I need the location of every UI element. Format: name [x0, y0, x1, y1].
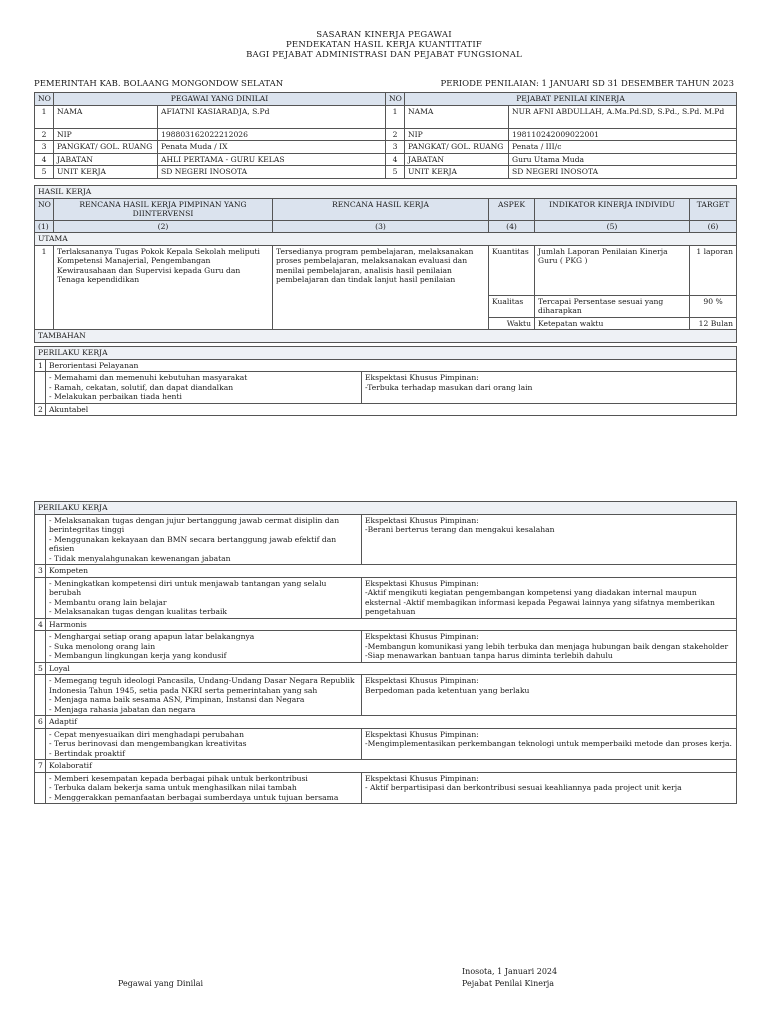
row-no: 1 [386, 105, 405, 128]
indikator-kuantitas: Jumlah Laporan Penilaian Kinerja Guru ( PKG ) [535, 245, 690, 295]
behavior-list [46, 728, 362, 760]
behavior-no: 6 [35, 716, 46, 729]
list-item: - Terus berinovasi dan mengembangkan kreativitas [49, 739, 247, 748]
behavior-list [46, 372, 362, 404]
section-hasil-kerja: HASIL KERJA [35, 186, 737, 199]
section-perilaku-kerja: PERILAKU KERJA [35, 347, 737, 360]
blank-cell [35, 675, 46, 716]
expectation-text: -Berani berterus terang dan mengakui kesalahan [365, 525, 555, 534]
list-item: - Memegang teguh ideologi Pancasila, Undang-Undang Dasar Negara Republik Indonesia Tahun 1945, setia pada NKRI serta pemerintahan yang sah [49, 676, 355, 695]
behavior-detail-row [35, 772, 737, 804]
title-line-2: PENDEKATAN HASIL KERJA KUANTITATIF [286, 40, 482, 50]
behavior-no: 4 [35, 618, 46, 631]
behavior-title-row [35, 403, 737, 416]
col-no: NO [35, 198, 54, 220]
list-item: - Menggunakan kekayaan dan BMN secara bertanggung jawab efektif dan efisien [49, 534, 337, 553]
list-item: - Bertindak proaktif [49, 748, 125, 758]
blank-cell [35, 372, 46, 404]
behavior-no: 3 [35, 565, 46, 578]
title-line-3: BAGI PEJABAT ADMINISTRASI DAN PEJABAT FUNGSIONAL [246, 50, 522, 60]
behavior-title: Loyal [46, 662, 737, 675]
row-no: 2 [386, 128, 405, 141]
behavior-no: 7 [35, 760, 46, 773]
indikator-kualitas: Tercapai Persentase sesuai yang diharapkan [535, 295, 690, 317]
section-row [35, 502, 737, 515]
section-row [35, 233, 737, 246]
list-item: - Menjaga rahasia jabatan dan negara [49, 704, 196, 714]
pegawai-nama: AFIATNI KASIARADJA, S.Pd [158, 105, 386, 128]
expectation-text: -Terbuka terhadap masukan dari orang lain [365, 382, 533, 392]
list-item: - Menjaga nama baik sesama ASN, Pimpinan, Instansi dan Negara [49, 695, 305, 704]
target-kualitas: 90 % [690, 295, 737, 317]
expectation-cell [362, 772, 737, 804]
blank-cell [35, 577, 46, 618]
expectation-text: -Mengimplementasikan perkembangan teknologi untuk memperbaiki metode dan proses kerja. [365, 739, 732, 748]
behavior-title-row [35, 618, 737, 631]
section-row [35, 186, 737, 199]
employee-info-table [34, 92, 737, 179]
behavior-title: Berorientasi Pelayanan [46, 359, 737, 372]
list-item: - Meningkatkan kompetensi diri untuk menjawab tantangan yang selalu berubah [49, 578, 327, 597]
col-num-3: (3) [273, 220, 489, 233]
row-no: 5 [386, 166, 405, 179]
work-behavior-table-1 [34, 346, 737, 416]
expectation-label: Ekspektasi Khusus Pimpinan: [365, 373, 479, 382]
penilai-nip: 198110242009022001 [509, 128, 737, 141]
row-no: 3 [35, 141, 54, 154]
assessment-period: PERIODE PENILAIAN: 1 JANUARI SD 31 DESEMBER TAHUN 2023 [440, 79, 734, 89]
list-item: - Menghargai setiap orang apapun latar belakangnya [49, 632, 255, 641]
col-num-4: (4) [489, 220, 535, 233]
signature-employee-label: Pegawai yang Dinilai [118, 979, 204, 988]
pegawai-nip: 198803162022212026 [158, 128, 386, 141]
behavior-title: Kompeten [46, 565, 737, 578]
behavior-list [46, 772, 362, 804]
blank-cell [35, 514, 46, 565]
row-label: UNIT KERJA [54, 166, 158, 179]
section-perilaku-kerja: PERILAKU KERJA [35, 502, 737, 515]
row-label: NIP [405, 128, 509, 141]
col-pejabat-penilai: PEJABAT PENILAI KINERJA [405, 93, 737, 106]
section-row [35, 347, 737, 360]
col-rhk: RENCANA HASIL KERJA [273, 198, 489, 220]
section-utama: UTAMA [35, 233, 737, 246]
list-item: - Membantu orang lain belajar [49, 597, 167, 607]
list-item: - Menggerakkan pemanfaatan berbagai sumberdaya untuk tujuan bersama [49, 792, 339, 802]
expectation-cell [362, 728, 737, 760]
row-label: PANGKAT/ GOL. RUANG [54, 141, 158, 154]
col-num-2: (2) [54, 220, 273, 233]
behavior-detail-row [35, 728, 737, 760]
behavior-detail-row [35, 514, 737, 565]
aspek-kuantitas: Kuantitas [489, 245, 535, 295]
behavior-title-row [35, 565, 737, 578]
behavior-title-row [35, 716, 737, 729]
col-aspek: ASPEK [489, 198, 535, 220]
employee-table-header [35, 93, 737, 106]
work-behavior-table-2 [34, 501, 737, 804]
behavior-list [46, 577, 362, 618]
expectation-label: Ekspektasi Khusus Pimpinan: [365, 578, 479, 588]
rhk-pimpinan-text: Terlaksananya Tugas Pokok Kepala Sekolah meliputi Kompetensi Manajerial, Pengembangan Kewirausahaan dan Supervisi kepada Guru dan Tenaga kependidikan [54, 245, 273, 330]
row-no: 5 [35, 166, 54, 179]
row-label: NIP [54, 128, 158, 141]
list-item: - Suka menolong orang lain [49, 641, 156, 651]
table-row [35, 166, 737, 179]
behavior-no: 5 [35, 662, 46, 675]
expectation-label: Ekspektasi Khusus Pimpinan: [365, 632, 479, 641]
row-label: JABATAN [54, 153, 158, 166]
list-item: - Melaksanakan tugas dengan kualitas terbaik [49, 607, 228, 616]
expectation-label: Ekspektasi Khusus Pimpinan: [365, 729, 479, 739]
table-row [35, 153, 737, 166]
list-item: - Memberi kesempatan kepada berbagai pihak untuk berkontribusi [49, 773, 308, 783]
document-title [0, 30, 768, 60]
behavior-title: Akuntabel [46, 403, 737, 416]
expectation-label: Ekspektasi Khusus Pimpinan: [365, 773, 479, 783]
col-target: TARGET [690, 198, 737, 220]
row-no: 2 [35, 128, 54, 141]
column-number-row [35, 220, 737, 233]
blank-cell [35, 631, 46, 663]
list-item: - Ramah, cekatan, solutif, dan dapat diandalkan [49, 382, 234, 392]
behavior-list [46, 514, 362, 565]
penilai-unit: SD NEGERI INOSOTA [509, 166, 737, 179]
organization-name: PEMERINTAH KAB. BOLAANG MONGONDOW SELATAN [34, 79, 284, 89]
col-num-1: (1) [35, 220, 54, 233]
title-line-1: SASARAN KINERJA PEGAWAI [316, 30, 452, 40]
blank-cell [35, 772, 46, 804]
list-item: - Cepat menyesuaikan diri menghadapi perubahan [49, 729, 244, 739]
expectation-cell [362, 372, 737, 404]
behavior-no: 2 [35, 403, 46, 416]
behavior-title: Harmonis [46, 618, 737, 631]
table-row [35, 245, 737, 295]
section-row [35, 330, 737, 343]
behavior-title: Adaptif [46, 716, 737, 729]
list-item: - Melakukan perbaikan tiada henti [49, 392, 182, 401]
work-results-header [35, 198, 737, 220]
behavior-title-row [35, 662, 737, 675]
row-no: 4 [386, 153, 405, 166]
behavior-title-row [35, 359, 737, 372]
expectation-text: -Aktif mengikuti kegiatan pengembangan kompetensi yang diadakan internal maupun eksternal -Aktif membagikan informasi kepada Pegawai lainnya yang sifatnya memberikan pengetahuan [365, 588, 715, 616]
row-no: 1 [35, 105, 54, 128]
behavior-no: 1 [35, 359, 46, 372]
blank-cell [35, 728, 46, 760]
expectation-cell [362, 675, 737, 716]
work-results-table [34, 185, 737, 343]
row-label: UNIT KERJA [405, 166, 509, 179]
pegawai-pangkat: Penata Muda / IX [158, 141, 386, 154]
col-indikator: INDIKATOR KINERJA INDIVIDU [535, 198, 690, 220]
list-item: - Terbuka dalam bekerja sama untuk menghasilkan nilai tambah [49, 783, 297, 792]
col-no: NO [35, 93, 54, 106]
expectation-cell [362, 514, 737, 565]
behavior-detail-row [35, 577, 737, 618]
pegawai-jabatan: AHLI PERTAMA - GURU KELAS [158, 153, 386, 166]
rhk-text: Tersedianya program pembelajaran, melaksanakan proses pembelajaran, melaksanakan evaluasi dan menilai pembelajaran, analisis hasil penilaian pembelajaran dan tindak lanjut hasil penilaian [273, 245, 489, 330]
expectation-cell [362, 577, 737, 618]
col-no-2: NO [386, 93, 405, 106]
row-no: 3 [386, 141, 405, 154]
row-label: NAMA [405, 105, 509, 128]
row-label: PANGKAT/ GOL. RUANG [405, 141, 509, 154]
behavior-list [46, 675, 362, 716]
signature-assessor-block [462, 966, 557, 990]
row-no: 4 [35, 153, 54, 166]
signature-place-date: Inosota, 1 Januari 2024 [462, 967, 558, 976]
penilai-pangkat: Penata / III/c [509, 141, 737, 154]
expectation-cell [362, 631, 737, 663]
penilai-jabatan: Guru Utama Muda [509, 153, 737, 166]
list-item: - Tidak menyalahgunakan kewenangan jabatan [49, 553, 231, 563]
aspek-waktu: Waktu [489, 317, 535, 330]
expectation-text: -Membangun komunikasi yang lebih terbuka dan menjaga hubungan baik dengan stakeholder -Siap menawarkan bantuan tanpa harus diminta terlebih dahulu [365, 641, 729, 660]
behavior-detail-row [35, 675, 737, 716]
indikator-waktu: Ketepatan waktu [535, 317, 690, 330]
expectation-text: Berpedoman pada ketentuan yang berlaku [365, 685, 530, 695]
table-row [35, 128, 737, 141]
list-item: - Membangun lingkungan kerja yang kondusif [49, 651, 227, 660]
signature-assessor-label: Pejabat Penilai Kinerja [462, 979, 555, 988]
table-row [35, 141, 737, 154]
behavior-list [46, 631, 362, 663]
col-rhk-pimpinan: RENCANA HASIL KERJA PIMPINAN YANG DIINTERVENSI [54, 198, 273, 220]
expectation-label: Ekspektasi Khusus Pimpinan: [365, 515, 479, 525]
target-waktu: 12 Bulan [690, 317, 737, 330]
expectation-label: Ekspektasi Khusus Pimpinan: [365, 676, 479, 685]
pegawai-unit: SD NEGERI INOSOTA [158, 166, 386, 179]
col-num-5: (5) [535, 220, 690, 233]
row-label: JABATAN [405, 153, 509, 166]
section-tambahan: TAMBAHAN [35, 330, 737, 343]
table-row [35, 105, 737, 128]
behavior-title: Kolaboratif [46, 760, 737, 773]
row-no: 1 [35, 245, 54, 330]
col-num-6: (6) [690, 220, 737, 233]
list-item: - Memahami dan memenuhi kebutuhan masyarakat [49, 373, 248, 382]
behavior-title-row [35, 760, 737, 773]
behavior-detail-row [35, 631, 737, 663]
penilai-nama: NUR AFNI ABDULLAH, A.Ma.Pd.SD, S.Pd., S.Pd. M.Pd [509, 105, 737, 128]
col-pegawai-dinilai: PEGAWAI YANG DINILAI [54, 93, 386, 106]
list-item: - Melaksanakan tugas dengan jujur bertanggung jawab cermat disiplin dan berintegritas tinggi [49, 515, 340, 534]
target-kuantitas: 1 laporan [690, 245, 737, 295]
row-label: NAMA [54, 105, 158, 128]
aspek-kualitas: Kualitas [489, 295, 535, 317]
behavior-detail-row [35, 372, 737, 404]
expectation-text: - Aktif berpartisipasi dan berkontribusi sesuai keahliannya pada project unit kerja [365, 783, 682, 792]
